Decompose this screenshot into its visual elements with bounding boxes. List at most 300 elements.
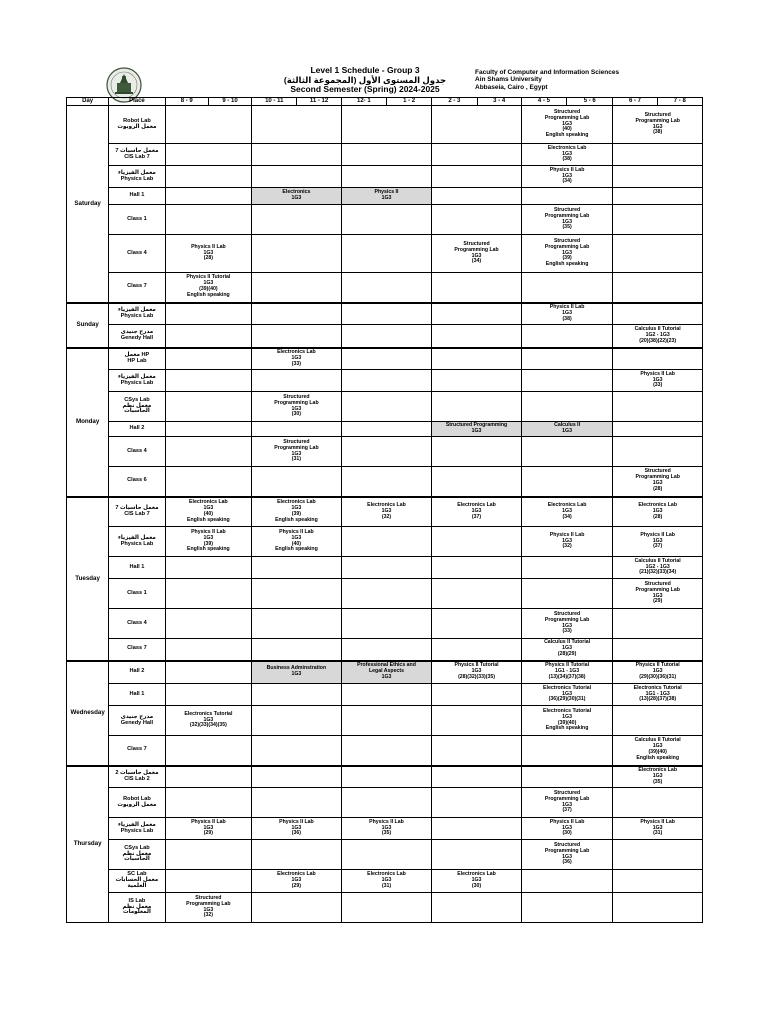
place-label: SC Lab: [127, 871, 147, 878]
session-text: Programming Lab: [274, 444, 319, 451]
class-session-cell: [521, 788, 613, 818]
session-text: (29): [203, 830, 213, 837]
empty-slot-cell: [341, 106, 432, 144]
empty-slot-cell: [252, 684, 342, 706]
place-cell: [109, 422, 165, 437]
empty-slot-cell: [252, 303, 342, 325]
faculty-line: Faculty of Computer and Information Sciences: [475, 69, 620, 76]
place-cell: [109, 303, 165, 325]
session-text: 1G3: [562, 645, 572, 652]
empty-slot-cell: [521, 870, 613, 893]
session-text: Legal Aspects: [368, 668, 404, 675]
place-label: Class 7: [127, 746, 147, 753]
class-session-cell: [613, 684, 703, 706]
session-text: (28)(32)(33)(35): [458, 674, 495, 681]
place-cell: [109, 893, 165, 923]
class-session-cell: [252, 497, 342, 527]
empty-slot-cell: [613, 392, 703, 422]
place-cell: [109, 325, 165, 348]
place-cell: [109, 579, 165, 609]
empty-slot-cell: [341, 840, 432, 870]
empty-slot-cell: [165, 840, 252, 870]
empty-slot-cell: [252, 235, 342, 273]
place-label: معمل حاسبات 2: [115, 769, 159, 776]
table-row: [67, 706, 703, 736]
session-text: 1G3: [562, 507, 572, 514]
place-label: Class 6: [127, 477, 147, 484]
session-text: (36)(29)(30)(31): [548, 696, 586, 703]
table-row: [67, 325, 703, 348]
place-cell: [109, 235, 165, 273]
class-session-cell: [613, 467, 703, 497]
faculty-line: Abbaseia, Cairo , Egypt: [475, 83, 548, 91]
session-text: (38): [562, 156, 572, 163]
place-label: مدرج جنيدى: [120, 328, 154, 335]
empty-slot-cell: [165, 106, 252, 144]
table-row: [67, 370, 703, 392]
session-text: (39): [291, 510, 302, 517]
place-label: Hall 1: [129, 690, 145, 697]
empty-slot-cell: [165, 609, 252, 639]
empty-slot-cell: [613, 235, 703, 273]
session-text: 1G3: [562, 120, 572, 127]
empty-slot-cell: [341, 736, 432, 766]
empty-slot-cell: [432, 706, 522, 736]
schedule-table: [66, 97, 703, 923]
empty-slot-cell: [341, 788, 432, 818]
empty-slot-cell: [613, 840, 703, 870]
session-text: (32): [562, 543, 572, 550]
session-text: 1G3: [291, 877, 302, 884]
table-header-row: [67, 98, 703, 106]
place-label: معمل حاسبات 7: [115, 147, 159, 154]
place-label: Physics Lab: [120, 540, 154, 547]
title-line: Level 1 Schedule - Group 3: [310, 65, 420, 75]
class-session-cell: [165, 273, 252, 303]
empty-slot-cell: [165, 370, 252, 392]
empty-slot-cell: [252, 166, 342, 188]
empty-slot-cell: [521, 766, 613, 788]
empty-slot-cell: [613, 422, 703, 437]
empty-slot-cell: [252, 840, 342, 870]
empty-slot-cell: [252, 106, 342, 144]
place-label: Class 4: [127, 619, 147, 626]
empty-slot-cell: [613, 706, 703, 736]
session-text: Physics II Lab: [191, 818, 226, 825]
session-text: (40): [291, 540, 302, 547]
place-cell: [109, 818, 165, 840]
empty-slot-cell: [165, 348, 252, 370]
class-session-cell: [521, 422, 613, 437]
title-line-arabic: جدول المستوى الأول (المجموعة الثالثة): [283, 74, 447, 85]
empty-slot-cell: [252, 893, 342, 923]
session-text: (32)(33)(34)(35): [189, 722, 227, 729]
class-session-cell: [521, 166, 613, 188]
session-text: (38): [562, 315, 572, 322]
session-text: (28): [653, 513, 663, 520]
empty-slot-cell: [432, 557, 522, 579]
session-text: (34): [471, 258, 482, 265]
empty-slot-cell: [165, 870, 252, 893]
session-text: Calculus II Tutorial: [544, 639, 591, 646]
empty-slot-cell: [432, 818, 522, 840]
session-text: (35): [653, 778, 663, 785]
session-text: 1G3: [381, 824, 392, 831]
session-text: (33): [653, 382, 663, 389]
session-text: 1G3: [652, 668, 663, 675]
session-text: (21)(32)(33)(34): [639, 569, 677, 576]
empty-slot-cell: [432, 609, 522, 639]
place-label: CIS Lab 7: [124, 153, 150, 160]
empty-slot-cell: [165, 205, 252, 235]
session-text: Electronics Tutorial: [543, 684, 592, 691]
table-row: [67, 348, 703, 370]
empty-slot-cell: [432, 273, 522, 303]
session-text: Professional Ethics and: [357, 662, 416, 669]
place-label: معمل الفيزياء: [118, 821, 156, 828]
class-session-cell: [521, 235, 613, 273]
class-session-cell: [613, 497, 703, 527]
session-text: (39)(40): [557, 719, 577, 726]
empty-slot-cell: [432, 467, 522, 497]
place-label: معمل حاسبات 7: [115, 504, 159, 511]
empty-slot-cell: [432, 639, 522, 661]
empty-slot-cell: [613, 188, 703, 205]
table-row: [67, 893, 703, 923]
column-header: 9 - 10: [208, 98, 251, 106]
table-row: [67, 303, 703, 325]
empty-slot-cell: [341, 437, 432, 467]
empty-slot-cell: [432, 166, 522, 188]
class-session-cell: [613, 106, 703, 144]
session-text: 1G3: [381, 674, 392, 681]
table-row: [67, 527, 703, 557]
empty-slot-cell: [165, 392, 252, 422]
empty-slot-cell: [252, 467, 342, 497]
session-text: Electronics Lab: [638, 501, 677, 508]
table-row: [67, 392, 703, 422]
column-header: 3 - 4: [477, 98, 521, 106]
empty-slot-cell: [165, 557, 252, 579]
place-label: CSys Lab: [124, 396, 150, 403]
empty-slot-cell: [521, 736, 613, 766]
empty-slot-cell: [432, 348, 522, 370]
column-header: 1 - 2: [386, 98, 431, 106]
empty-slot-cell: [613, 437, 703, 467]
empty-slot-cell: [252, 639, 342, 661]
empty-slot-cell: [341, 557, 432, 579]
session-text: Structured: [283, 393, 310, 400]
column-header: Place: [109, 98, 165, 106]
session-text: Physics II Lab: [191, 528, 226, 535]
place-label: مدرج جنيدى: [120, 713, 154, 720]
session-text: 1G3: [562, 537, 572, 544]
empty-slot-cell: [341, 325, 432, 348]
session-text: Programming Lab: [635, 586, 680, 593]
session-text: Electronics Lab: [547, 144, 587, 151]
table-row: [67, 235, 703, 273]
empty-slot-cell: [432, 684, 522, 706]
empty-slot-cell: [613, 609, 703, 639]
place-label: Class 4: [127, 249, 147, 256]
session-text: 1G3: [652, 824, 663, 831]
table-row: [67, 467, 703, 497]
empty-slot-cell: [521, 325, 613, 348]
session-text: Business Adminstration: [266, 665, 327, 672]
column-header: 4 - 5: [521, 98, 566, 106]
empty-slot-cell: [341, 392, 432, 422]
place-label: Hall 1: [129, 192, 145, 199]
session-text: Structured: [553, 789, 581, 796]
empty-slot-cell: [521, 557, 613, 579]
session-text: 1G3: [471, 877, 482, 884]
session-text: Electronics Tutorial: [543, 707, 592, 714]
session-text: Electronics Lab: [367, 871, 406, 878]
place-label: معمل نظم الحاسبات: [122, 850, 152, 863]
session-text: 1G3: [291, 405, 302, 412]
place-cell: [109, 437, 165, 467]
table-row: [67, 661, 703, 684]
session-text: 1G3: [291, 354, 302, 361]
empty-slot-cell: [432, 325, 522, 348]
session-text: Structured: [195, 894, 222, 901]
class-session-cell: [165, 706, 252, 736]
session-text: 1G3: [652, 376, 663, 383]
class-session-cell: [521, 497, 613, 527]
session-text: Electronics Tutorial: [184, 710, 233, 717]
table-row: [67, 557, 703, 579]
empty-slot-cell: [341, 144, 432, 166]
session-text: Electronics Lab: [277, 871, 316, 878]
empty-slot-cell: [613, 348, 703, 370]
session-text: Electronics Lab: [638, 766, 677, 773]
empty-slot-cell: [432, 144, 522, 166]
column-header: 11 - 12: [297, 98, 341, 106]
table-row: [67, 840, 703, 870]
session-text: English speaking: [275, 516, 318, 523]
empty-slot-cell: [252, 557, 342, 579]
place-cell: [109, 788, 165, 818]
session-text: Structured: [283, 438, 310, 445]
session-text: (35): [562, 224, 572, 231]
session-text: 1G3: [291, 824, 302, 831]
place-cell: [109, 609, 165, 639]
empty-slot-cell: [252, 579, 342, 609]
session-text: Calculus II: [554, 422, 581, 429]
empty-slot-cell: [613, 273, 703, 303]
class-session-cell: [521, 144, 613, 166]
session-text: (40): [562, 126, 572, 133]
session-text: Electronics Lab: [547, 501, 587, 508]
empty-slot-cell: [165, 736, 252, 766]
class-session-cell: [521, 205, 613, 235]
session-text: 1G3: [562, 713, 572, 720]
empty-slot-cell: [165, 325, 252, 348]
place-cell: [109, 106, 165, 144]
session-text: Electronics: [282, 189, 311, 196]
place-cell: [109, 205, 165, 235]
empty-slot-cell: [252, 273, 342, 303]
session-text: 1G3: [291, 534, 302, 541]
session-text: (37): [653, 543, 663, 550]
place-label: معمل الروبوت: [117, 123, 157, 130]
session-text: (34): [562, 513, 572, 520]
session-text: 1G3: [562, 249, 572, 256]
session-text: 1G1 - 1G3: [645, 690, 670, 697]
session-text: Calculus II Tutorial: [634, 325, 681, 332]
session-text: (33): [291, 360, 302, 367]
column-header: 6 - 7: [613, 98, 657, 106]
column-header: Day: [67, 98, 109, 106]
session-text: (39)(40): [199, 286, 218, 293]
place-label: معمل الحسابات: [115, 877, 159, 884]
session-text: (28): [653, 486, 663, 493]
day-cell: Thursday: [67, 766, 109, 923]
place-cell: [109, 706, 165, 736]
session-text: Electronics Lab: [189, 498, 228, 505]
session-text: (29): [653, 598, 663, 605]
place-label: معمل الفيزياء: [118, 534, 156, 541]
empty-slot-cell: [252, 325, 342, 348]
empty-slot-cell: [252, 706, 342, 736]
table-row: [67, 437, 703, 467]
empty-slot-cell: [341, 235, 432, 273]
empty-slot-cell: [432, 205, 522, 235]
empty-slot-cell: [252, 788, 342, 818]
class-session-cell: [521, 106, 613, 144]
empty-slot-cell: [252, 370, 342, 392]
empty-slot-cell: [521, 579, 613, 609]
column-header: 10 - 11: [252, 98, 297, 106]
session-text: (30): [471, 882, 482, 889]
session-text: Physics II Lab: [191, 243, 226, 250]
session-text: (36): [291, 830, 302, 837]
place-label: Physics Lab: [120, 312, 154, 319]
place-label: Robot Lab: [123, 795, 151, 802]
place-cell: [109, 144, 165, 166]
session-text: 1G3: [203, 249, 214, 256]
session-text: 1G3: [562, 309, 572, 316]
class-session-cell: [252, 437, 342, 467]
place-label: معمل الروبوت: [117, 801, 157, 808]
session-text: Programming Lab: [544, 243, 590, 250]
class-session-cell: [521, 527, 613, 557]
table-row: [67, 188, 703, 205]
session-text: Physics II Lab: [279, 528, 314, 535]
place-label: Class 7: [127, 283, 147, 290]
class-session-cell: [613, 527, 703, 557]
session-text: (39): [203, 540, 213, 547]
day-cell: Sunday: [67, 303, 109, 348]
session-text: English speaking: [545, 725, 589, 732]
session-text: (28)(29): [557, 651, 577, 658]
place-cell: [109, 166, 165, 188]
empty-slot-cell: [341, 370, 432, 392]
faculty-info: [475, 69, 619, 91]
empty-slot-cell: [341, 348, 432, 370]
column-header: 2 - 3: [432, 98, 477, 106]
empty-slot-cell: [432, 766, 522, 788]
session-text: 1G3: [203, 280, 214, 287]
session-text: Calculus II Tutorial: [634, 557, 681, 564]
empty-slot-cell: [341, 893, 432, 923]
class-session-cell: [341, 497, 432, 527]
session-text: Programming Lab: [544, 212, 590, 219]
place-label: Hall 2: [129, 425, 145, 432]
session-text: Physics II Lab: [640, 531, 675, 538]
place-label: Genedy Hall: [120, 334, 154, 341]
session-text: Structured: [553, 237, 581, 244]
session-text: 1G3: [381, 195, 392, 201]
session-text: Programming Lab: [274, 399, 319, 406]
session-text: Programming Lab: [454, 246, 499, 253]
class-session-cell: [432, 497, 522, 527]
session-text: 1G3: [562, 801, 572, 808]
session-text: (37): [562, 807, 572, 814]
session-text: 1G3: [381, 877, 392, 884]
empty-slot-cell: [432, 392, 522, 422]
class-session-cell: [613, 766, 703, 788]
class-session-cell: [432, 870, 522, 893]
session-text: Structured: [644, 111, 671, 118]
empty-slot-cell: [165, 144, 252, 166]
empty-slot-cell: [252, 736, 342, 766]
table-row: [67, 788, 703, 818]
session-text: 1G3: [562, 172, 572, 179]
session-text: (30): [291, 411, 302, 418]
class-session-cell: [521, 818, 613, 840]
session-text: Electronics Tutorial: [633, 684, 682, 691]
empty-slot-cell: [613, 788, 703, 818]
session-text: Physics II Lab: [369, 818, 404, 825]
session-text: (32): [381, 513, 392, 520]
place-cell: [109, 870, 165, 893]
session-text: 1G3: [291, 450, 302, 457]
place-label: IS Lab: [128, 897, 146, 904]
empty-slot-cell: [432, 106, 522, 144]
column-header: 7 - 8: [657, 98, 702, 106]
session-text: (31): [291, 456, 302, 463]
faculty-line: Ain Shams University: [475, 76, 542, 84]
place-label: Class 4: [127, 447, 147, 454]
place-label: معمل نظم الحاسبات: [122, 402, 152, 415]
session-text: (34): [562, 178, 572, 185]
table-row: [67, 422, 703, 437]
empty-slot-cell: [165, 661, 252, 684]
place-label: Class 1: [127, 589, 147, 596]
session-text: Physics II Lab: [279, 818, 314, 825]
place-cell: [109, 467, 165, 497]
session-text: 1G3: [652, 123, 663, 130]
empty-slot-cell: [521, 437, 613, 467]
session-text: (33): [562, 628, 572, 635]
day-cell: Wednesday: [67, 661, 109, 766]
session-text: Physics II Lab: [549, 166, 585, 173]
session-text: Programming Lab: [544, 795, 590, 802]
class-session-cell: [341, 188, 432, 205]
session-text: Physics II Lab: [549, 303, 585, 310]
session-text: Physics II Lab: [640, 818, 675, 825]
class-session-cell: [252, 188, 342, 205]
table-row: [67, 870, 703, 893]
place-label: معمل HP: [124, 351, 150, 358]
table-row: [67, 106, 703, 144]
session-text: (20)(38)(22)(23): [639, 337, 677, 344]
place-label: Physics Lab: [120, 827, 154, 834]
empty-slot-cell: [613, 893, 703, 923]
session-text: 1G3: [562, 824, 572, 831]
place-label: Physics Lab: [120, 175, 154, 182]
